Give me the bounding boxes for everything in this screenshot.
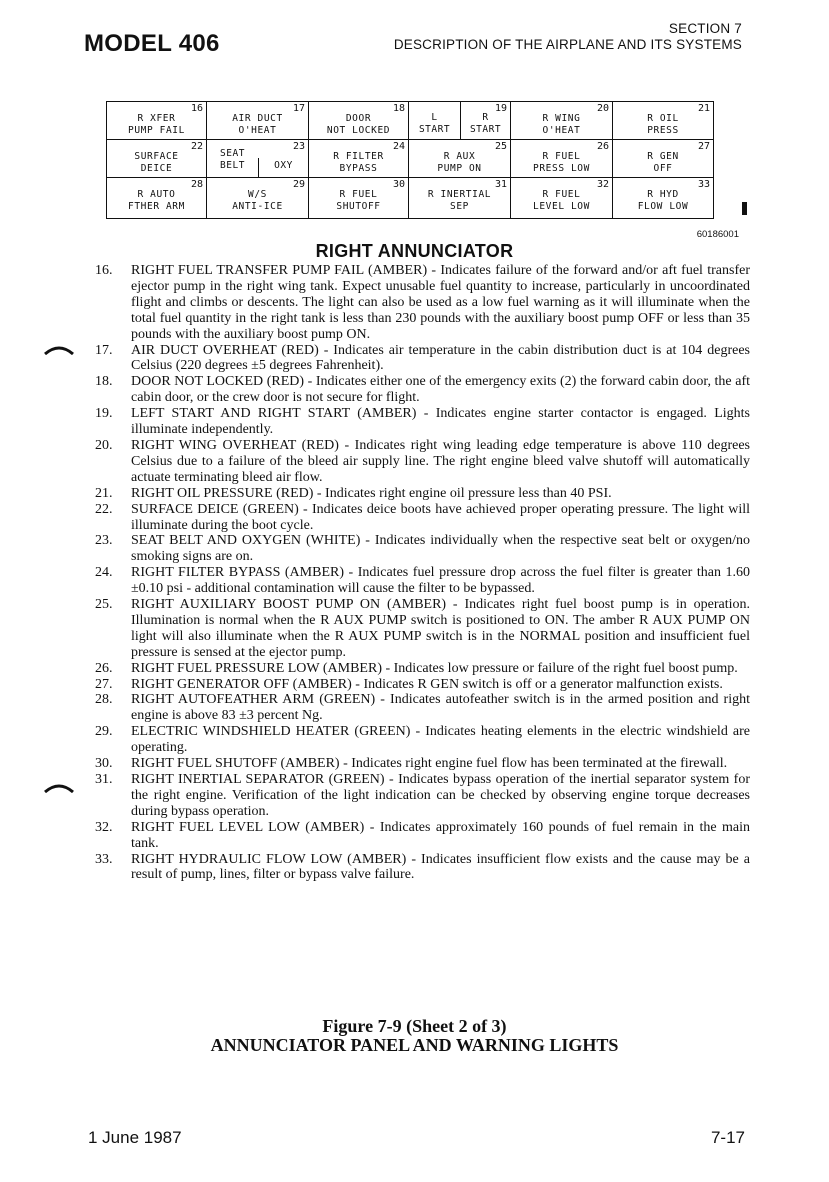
annunciator-label: R HYD FLOW LOW — [637, 189, 689, 212]
annunciator-number: 32 — [596, 179, 609, 190]
annunciator-number: 26 — [596, 141, 609, 152]
annunciator-cell — [107, 140, 207, 178]
item-text: RIGHT FUEL TRANSFER PUMP FAIL (AMBER) - Indicates failure of the forward and/or aft fuel transfer ejector pump in the right wing tank. Expect unusable fuel quantity to increase, particularly in uncoordinated flight and climbs or descents. The light can also be used as a low fuel warning as it will illuminate when the total fuel quantity in the right tank is less than 230 pounds with the auxiliary boost pump OFF or less than 35 pounds with the auxiliary boost pump ON. — [131, 263, 750, 342]
annunciator-cell — [207, 140, 309, 178]
annunciator-number: 22 — [190, 141, 203, 152]
annunciator-number: 23 — [292, 141, 305, 152]
annunciator-label: SURFACE DEICE — [134, 151, 179, 174]
figure-caption — [0, 1017, 829, 1055]
annunciator-label: R AUTO FTHER ARM — [128, 189, 185, 212]
annunciator-label: R FUEL LEVEL LOW — [533, 189, 590, 212]
item-text: RIGHT FILTER BYPASS (AMBER) - Indicates fuel pressure drop across the fuel filter is greater than 1.60 ±0.10 psi - additional contamination will cause the filter to be bypassed. — [131, 565, 750, 597]
list-item — [95, 533, 750, 565]
revision-bar — [742, 202, 747, 215]
annunciator-cell — [511, 102, 613, 140]
annunciator-label: R OIL PRESS — [647, 113, 679, 136]
annunciator-number: 27 — [697, 141, 710, 152]
annunciator-cell — [107, 102, 207, 140]
annunciator-cell — [207, 102, 309, 140]
figure-sheet: Figure 7-9 (Sheet 2 of 3) — [322, 1016, 507, 1036]
item-number: 27. — [95, 676, 113, 692]
item-text: SURFACE DEICE (GREEN) - Indicates deice boots have achieved proper operating pressure. The light will illuminate during the boot cycle. — [131, 501, 750, 533]
item-text: RIGHT AUXILIARY BOOST PUMP ON (AMBER) - Indicates right fuel boost pump is in operation. Illumination is normal when the R AUX PUMP switch is positioned to ON. The amber R AUX PUMP ON light will also illuminate when the R AUX PUMP switch is in the NORMAL position and insufficient fuel pressure is sensed at the ejector pump. — [131, 597, 750, 660]
list-item — [95, 502, 750, 534]
annunciator-cell — [613, 140, 713, 178]
item-text: RIGHT FUEL SHUTOFF (AMBER) - Indicates right engine fuel flow has been terminated at the firewall. — [131, 756, 728, 772]
annunciator-number: 33 — [697, 179, 710, 190]
item-number: 29. — [95, 724, 113, 740]
annunciator-cell — [613, 178, 713, 218]
change-mark-icon — [44, 345, 74, 355]
annunciator-label: W/S ANTI-ICE — [232, 189, 283, 212]
section-title: DESCRIPTION OF THE AIRPLANE AND ITS SYSTEMS — [393, 37, 742, 52]
list-item — [95, 597, 750, 661]
item-number: 16. — [95, 263, 113, 278]
page-number: 7-17 — [710, 1128, 745, 1147]
list-item — [95, 677, 750, 693]
item-number: 17. — [95, 342, 113, 358]
item-text: RIGHT INERTIAL SEPARATOR (GREEN) - Indicates bypass operation of the inertial separator system for the right engine. Verification of the light indication can be checked by observing engine torque decreases during bypass operation. — [131, 772, 750, 819]
list-item — [95, 756, 750, 772]
annunciator-panel — [106, 101, 714, 219]
list-item — [95, 692, 750, 724]
annunciator-label: R FUEL SHUTOFF — [336, 189, 381, 212]
annunciator-cell — [309, 178, 409, 218]
item-text: SEAT BELT AND OXYGEN (WHITE) - Indicates individually when the respective seat belt or oxygen/no smoking signs are on. — [131, 533, 750, 565]
annunciator-cell — [511, 140, 613, 178]
list-item — [95, 724, 750, 756]
list-item — [95, 772, 750, 820]
annunciator-cell — [613, 102, 713, 140]
annunciator-number: 29 — [292, 179, 305, 190]
annunciator-cell — [309, 140, 409, 178]
figure-code: 60186001 — [696, 229, 739, 240]
item-text: LEFT START AND RIGHT START (AMBER) - Indicates engine starter contactor is engaged. Lights illuminate independently. — [131, 406, 750, 438]
item-number: 33. — [95, 851, 113, 867]
model-title: MODEL 406 — [84, 30, 220, 57]
annunciator-number: 17 — [292, 103, 305, 114]
annunciator-cell — [207, 178, 309, 218]
annunciator-cell — [409, 140, 511, 178]
annunciator-number: 16 — [190, 103, 203, 114]
item-number: 19. — [95, 406, 113, 422]
annunciator-number: 24 — [392, 141, 405, 152]
item-number: 32. — [95, 819, 113, 835]
item-number: 24. — [95, 565, 113, 581]
list-item — [95, 486, 750, 502]
annunciator-number: 31 — [494, 179, 507, 190]
item-list — [95, 263, 750, 883]
annunciator-cell — [409, 178, 511, 218]
annunciator-label: R WING O'HEAT — [542, 113, 581, 136]
item-number: 31. — [95, 772, 113, 787]
item-text: RIGHT HYDRAULIC FLOW LOW (AMBER) - Indicates insufficient flow exists and the cause may be a result of pump, lines, filter or bypass valve failure. — [131, 851, 750, 883]
annunciator-label: DOOR NOT LOCKED — [326, 113, 391, 136]
annunciator-label-right: R START — [469, 112, 502, 135]
section-number: SECTION 7 — [668, 21, 742, 36]
annunciator-cell — [309, 102, 409, 140]
annunciator-number: 30 — [392, 179, 405, 190]
item-text: RIGHT WING OVERHEAT (RED) - Indicates right wing leading edge temperature is above 110 degrees Celsius due to a failure of the bleed air supply line. The right engine bleed valve shutoff will automatically actuate terminating bleed air flow. — [131, 437, 750, 485]
item-text: ELECTRIC WINDSHIELD HEATER (GREEN) - Indicates heating elements in the electric windshield are operating. — [131, 724, 750, 756]
annunciator-number: 28 — [190, 179, 203, 190]
annunciator-cell — [409, 102, 511, 140]
annunciator-cell — [511, 178, 613, 218]
item-number: 23. — [95, 533, 113, 549]
item-text: RIGHT FUEL LEVEL LOW (AMBER) - Indicates approximately 160 pounds of fuel remain in the main tank. — [131, 819, 750, 851]
item-number: 28. — [95, 692, 113, 708]
change-mark-icon — [44, 783, 74, 793]
annunciator-label-left: SEAT BELT — [220, 148, 245, 171]
section-heading: RIGHT ANNUNCIATOR — [315, 241, 514, 261]
item-text: RIGHT GENERATOR OFF (AMBER) - Indicates R GEN switch is off or a generator malfunction exists. — [131, 676, 723, 692]
annunciator-cell — [107, 178, 207, 218]
annunciator-label: R INERTIAL SEP — [427, 189, 492, 212]
item-number: 20. — [95, 437, 113, 453]
list-item — [95, 343, 750, 375]
footer-date: 1 June 1987 — [88, 1128, 182, 1147]
figure-title: ANNUNCIATOR PANEL AND WARNING LIGHTS — [210, 1035, 619, 1055]
annunciator-label: R FUEL PRESS LOW — [533, 151, 590, 174]
list-item — [95, 263, 750, 343]
list-item — [95, 661, 750, 677]
annunciator-number: 21 — [697, 103, 710, 114]
item-text: RIGHT OIL PRESSURE (RED) - Indicates right engine oil pressure less than 40 PSI. — [131, 485, 612, 501]
annunciator-label: R XFER PUMP FAIL — [128, 113, 185, 136]
item-number: 22. — [95, 501, 113, 517]
annunciator-label: AIR DUCT O'HEAT — [232, 113, 283, 136]
list-item — [95, 820, 750, 852]
annunciator-label: R AUX PUMP ON — [437, 151, 482, 174]
annunciator-label-left: L START — [418, 112, 451, 135]
annunciator-label: R GEN OFF — [647, 151, 679, 174]
annunciator-label: R FILTER BYPASS — [333, 151, 384, 174]
list-item — [95, 438, 750, 486]
list-item — [95, 374, 750, 406]
annunciator-number: 18 — [392, 103, 405, 114]
item-text: DOOR NOT LOCKED (RED) - Indicates either one of the emergency exits (2) the forward cabin door, the aft cabin door, or the crew door is not secure for flight. — [131, 374, 750, 406]
item-number: 18. — [95, 374, 113, 390]
list-item — [95, 406, 750, 438]
item-number: 21. — [95, 485, 113, 501]
item-text: RIGHT AUTOFEATHER ARM (GREEN) - Indicates autofeather switch is in the armed position and right engine is above 83 ±3 percent Ng. — [131, 692, 750, 724]
section-header — [394, 21, 742, 53]
annunciator-number: 19 — [494, 103, 507, 114]
item-number: 26. — [95, 660, 113, 676]
item-text: RIGHT FUEL PRESSURE LOW (AMBER) - Indicates low pressure or failure of the right fuel boost pump. — [131, 660, 738, 676]
annunciator-number: 20 — [596, 103, 609, 114]
annunciator-label-right: OXY — [274, 160, 293, 171]
item-number: 25. — [95, 597, 113, 613]
list-item — [95, 852, 750, 884]
item-number: 30. — [95, 756, 113, 772]
annunciator-number: 25 — [494, 141, 507, 152]
item-text: AIR DUCT OVERHEAT (RED) - Indicates air temperature in the cabin distribution duct is at 104 degrees Celsius (220 degrees ±5 degrees Fahrenheit). — [131, 342, 750, 374]
list-item — [95, 565, 750, 597]
